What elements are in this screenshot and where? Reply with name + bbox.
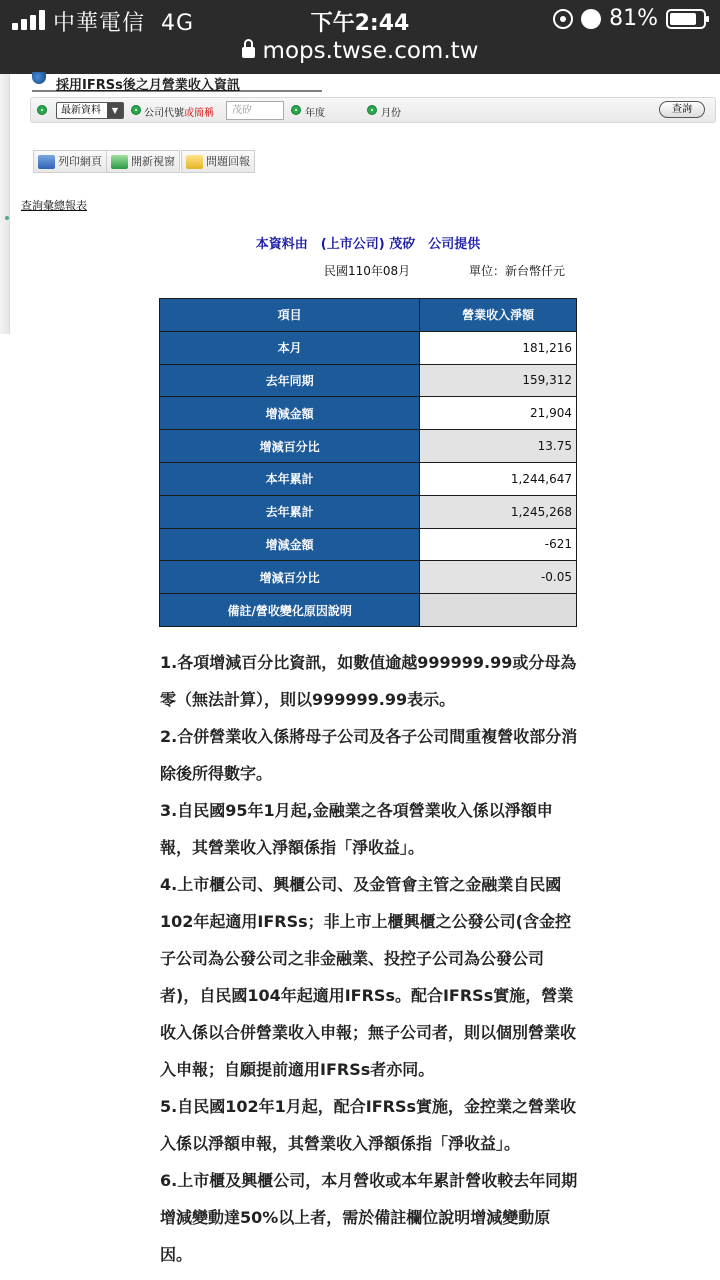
table-row [160, 430, 577, 463]
bullet-icon [367, 105, 377, 115]
month-label: 月份 [381, 108, 401, 119]
table-row [160, 495, 577, 528]
row-value: 13.75 [420, 430, 577, 463]
company-code-label-or: 或 [184, 108, 194, 119]
bullet-icon [37, 105, 47, 115]
page-header [32, 74, 322, 92]
note-item: 3.自民國95年1月起,金融業之各項營業收入係以淨額申報，其營業收入淨額係指「淨收益」。 [160, 801, 553, 857]
row-value: 181,216 [420, 331, 577, 364]
bullet-icon [291, 105, 301, 115]
panel-handle-icon[interactable] [5, 216, 9, 220]
carrier-name: 中華電信 [53, 11, 146, 36]
address-bar[interactable] [0, 38, 720, 64]
note-item: 5.自民國102年1月起，配合IFRSs實施，金控業之營業收入係以淨額申報，其營業收入淨額係指「淨收益」。 [160, 1097, 576, 1153]
table-row [160, 462, 577, 495]
status-time: 下午2:44 [310, 11, 410, 36]
row-value: 159,312 [420, 364, 577, 397]
row-value: -621 [420, 528, 577, 561]
left-panel-edge [0, 74, 10, 334]
battery-level [670, 13, 696, 25]
report-unit: 單位：新台幣仟元 [469, 264, 566, 278]
note-item: 6.上市櫃及興櫃公司，本月營收或本年累計營收較去年同期增減變動達50%以上者，需於備註欄位說明增減變動原因。 [160, 1171, 578, 1264]
data-type-select-value: 最新資料 [61, 105, 101, 116]
summary-report-link[interactable]: 查詢彙總報表 [21, 199, 87, 212]
row-label: 增減百分比 [160, 430, 420, 463]
table-row [160, 528, 577, 561]
column-header-revenue: 營業收入淨額 [420, 299, 577, 332]
row-value: -0.05 [420, 561, 577, 594]
battery-percent: 81% [609, 6, 658, 31]
row-label: 增減金額 [160, 397, 420, 430]
table-row [160, 331, 577, 364]
row-value [420, 594, 577, 627]
report-period: 民國110年08月 [324, 264, 411, 278]
row-label: 去年同期 [160, 364, 420, 397]
row-label: 去年累計 [160, 495, 420, 528]
search-button[interactable]: 查詢 [659, 101, 705, 118]
table-header-row [160, 299, 577, 332]
company-code-input[interactable]: 茂矽 [226, 101, 284, 120]
lock-icon [242, 47, 255, 58]
bullet-icon [131, 105, 141, 115]
battery-icon [666, 9, 706, 29]
network-type: 4G [161, 11, 195, 36]
envelope-icon [186, 155, 203, 169]
new-window-button[interactable] [106, 150, 180, 173]
row-value: 1,245,268 [420, 495, 577, 528]
revenue-table [159, 298, 577, 627]
print-page-label: 列印網頁 [58, 155, 102, 168]
feedback-button[interactable] [181, 150, 255, 173]
notes-section [160, 644, 580, 1273]
table-row [160, 397, 577, 430]
page-title[interactable]: 採用IFRSs後之月營業收入資訊 [56, 78, 240, 93]
table-row [160, 364, 577, 397]
new-window-icon [111, 155, 128, 169]
row-label: 增減金額 [160, 528, 420, 561]
row-label: 備註/營收變化原因說明 [160, 594, 420, 627]
new-window-label: 開新視窗 [131, 155, 175, 168]
chevron-down-icon[interactable]: ▼ [107, 103, 123, 118]
data-provider-text: 本資料由 (上市公司) 茂矽 公司提供 [255, 237, 481, 252]
url-text: mops.twse.com.tw [262, 38, 479, 64]
row-label: 增減百分比 [160, 561, 420, 594]
globe-icon [32, 72, 46, 84]
feedback-label: 問題回報 [206, 155, 250, 168]
query-toolbar [30, 97, 716, 123]
status-indicators [553, 6, 706, 31]
table-row [160, 561, 577, 594]
alarm-icon [581, 9, 601, 29]
company-code-label [144, 104, 214, 119]
table-row-remarks [160, 594, 577, 627]
year-label: 年度 [305, 108, 325, 119]
note-item: 4.上市櫃公司、興櫃公司、及金管會主管之金融業自民國102年起適用IFRSs；非上市上櫃興櫃之公發公司(含金控子公司為公發公司之非金融業、投控子公司為公發公司者)，自民國104年起適用IFRSs。配合IFRSs實施，營業收入係以合併營業收入申報；無子公司者，則以個別營業收入申報；自願提前適用IFRSs者亦同。 [160, 875, 577, 1079]
company-code-label-suffix: 簡稱 [194, 108, 214, 119]
printer-icon [38, 155, 55, 169]
note-item: 1.各項增減百分比資訊，如數值逾越999999.99或分母為零（無法計算），則以999999.99表示。 [160, 653, 577, 709]
company-code-label-prefix: 公司代號 [144, 108, 184, 119]
row-value: 21,904 [420, 397, 577, 430]
note-item: 2.合併營業收入係將母子公司及各子公司間重複營收部分消除後所得數字。 [160, 727, 578, 783]
row-value: 1,244,647 [420, 462, 577, 495]
rotation-lock-icon [553, 9, 573, 29]
status-bar [0, 0, 720, 40]
column-header-item: 項目 [160, 299, 420, 332]
row-label: 本年累計 [160, 462, 420, 495]
row-label: 本月 [160, 331, 420, 364]
browser-chrome [0, 0, 720, 74]
data-type-select[interactable] [56, 102, 124, 119]
print-page-button[interactable] [33, 150, 107, 173]
